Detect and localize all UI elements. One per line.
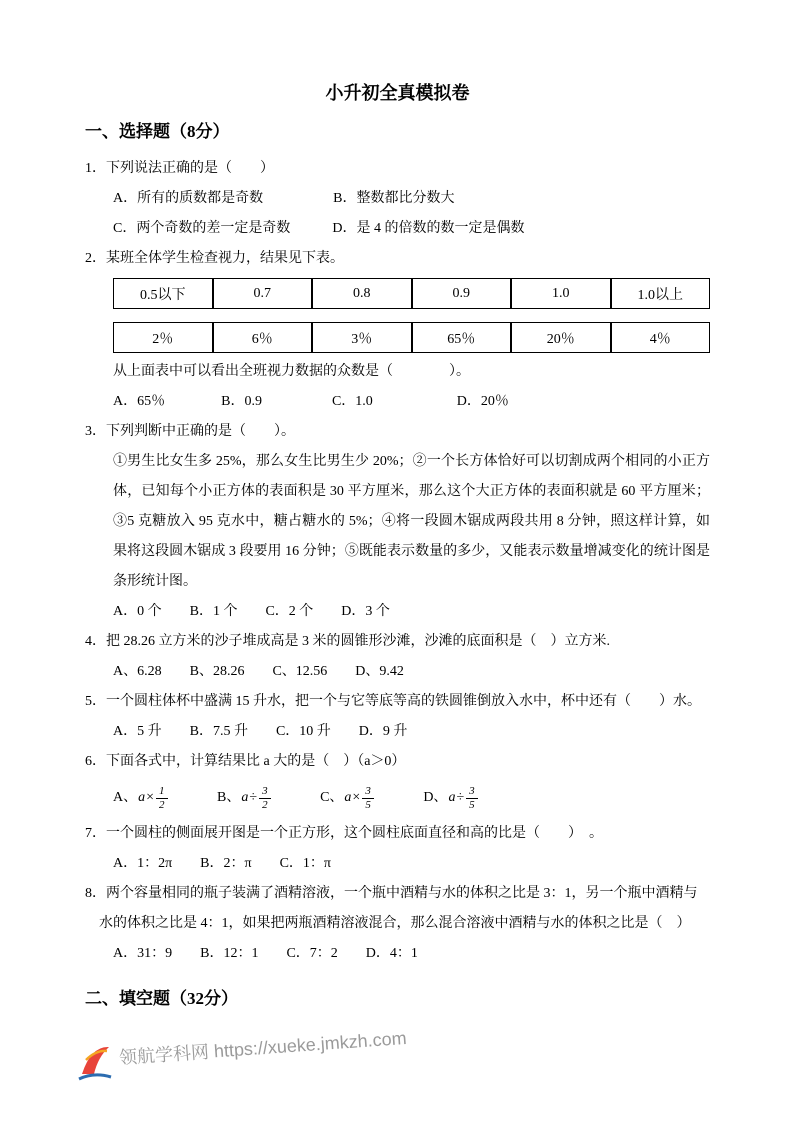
question-2-text: 2．某班全体学生检查视力，结果见下表。	[85, 251, 344, 266]
option-c	[320, 777, 374, 819]
fraction	[259, 785, 271, 811]
question-1-options-cd: C．两个奇数的差一定是奇数 D．是 4 的倍数的数一定是偶数	[113, 221, 525, 236]
page-title: 小升初全真模拟卷	[325, 83, 470, 103]
watermark-text: 领航学科网 https://xueke.jmkzh.com	[118, 1027, 408, 1069]
option-label: A、	[113, 790, 138, 805]
fraction-denominator: 2	[159, 798, 165, 811]
fraction-numerator: 3	[259, 785, 271, 799]
table-row	[113, 322, 710, 353]
question-8	[85, 879, 710, 969]
table-row	[113, 278, 710, 309]
question-1-text: 1．下列说法正确的是（ ）	[85, 161, 274, 176]
option-label: C、	[320, 790, 344, 805]
math-operator: ×	[352, 790, 361, 805]
question-6-text: 6．下面各式中，计算结果比 a 大的是（ ）（a＞0）	[85, 754, 406, 769]
option-b	[217, 777, 271, 819]
option-a	[113, 777, 168, 819]
math-variable: a	[448, 790, 456, 805]
table-cell: 1.0以上	[611, 278, 711, 309]
table-cell: 65％	[412, 322, 512, 353]
question-6	[85, 747, 710, 819]
question-7	[85, 819, 710, 879]
option-d	[423, 777, 477, 819]
question-3	[85, 417, 710, 627]
question-4-text: 4．把 28.26 立方米的沙子堆成高是 3 米的圆锥形沙滩，沙滩的底面积是（ ）立方米.	[85, 634, 610, 649]
table-cell: 20％	[511, 322, 611, 353]
question-8-options: A．31：9 B．12：1 C．7：2 D．4：1	[113, 946, 418, 961]
table-cell: 0.9	[412, 278, 512, 309]
question-4-options: A、6.28 B、28.26 C、12.56 D、9.42	[113, 664, 404, 679]
table-cell: 6％	[213, 322, 313, 353]
question-7-options: A．1：2π B．2：π C．1：π	[113, 856, 331, 871]
question-4	[85, 627, 710, 687]
fraction-numerator: 3	[466, 785, 478, 799]
option-label: D、	[423, 790, 448, 805]
table-cell: 3％	[312, 322, 412, 353]
table-cell: 0.7	[213, 278, 313, 309]
section-choice-heading: 一、选择题（8分）	[85, 122, 230, 141]
fraction	[362, 785, 374, 811]
question-3-options: A．0 个 B．1 个 C．2 个 D．3 个	[113, 604, 390, 619]
table-cell: 0.5以下	[113, 278, 213, 309]
section-fill-heading: 二、填空题（32分）	[85, 989, 238, 1008]
fraction	[466, 785, 478, 811]
table-cell: 0.8	[312, 278, 412, 309]
question-1-options-ab: A．所有的质数都是奇数 B．整数都比分数大	[113, 191, 455, 206]
math-variable: a	[241, 790, 249, 805]
math-operator: ×	[146, 790, 155, 805]
fraction-denominator: 5	[469, 798, 475, 811]
fraction-numerator: 1	[156, 785, 168, 799]
question-2	[85, 244, 710, 417]
question-5-options: A．5 升 B．7.5 升 C．10 升 D．9 升	[113, 724, 408, 739]
vision-results-table	[113, 265, 710, 366]
question-1	[85, 154, 710, 244]
question-2-options: A．65％ B．0.9 C．1.0 D．20％	[113, 394, 509, 409]
option-label: B、	[217, 790, 241, 805]
question-3-body: ①男生比女生多 25%，那么女生比男生少 20%；②一个长方体恰好可以切割成两个相同的小正方体，已知每个小正方体的表面积是 30 平方厘米，那么这个大正方体的表面积就是 60 平方厘米；③5 克糖放入 95 克水中，糖占糖水的 5%；④将一段圆木锯成两段共用 8 分钟，照这样计算，如果将这段圆木锯成 3 段要用 16 分钟；⑤既能表示数量的多少，又能表示数量增减变化的统计图是条形统计图。	[113, 454, 710, 589]
table-cell: 1.0	[511, 278, 611, 309]
table-cell: 4％	[611, 322, 711, 353]
question-3-text: 3．下列判断中正确的是（ ）。	[85, 424, 295, 439]
table-cell: 2％	[113, 322, 213, 353]
question-5	[85, 687, 710, 747]
fraction-denominator: 5	[365, 798, 371, 811]
fraction-numerator: 3	[362, 785, 374, 799]
question-5-text: 5．一个圆柱体杯中盛满 15 升水，把一个与它等底等高的铁圆锥倒放入水中，杯中还有（ ）水。	[85, 694, 701, 709]
fraction-denominator: 2	[262, 798, 268, 811]
site-logo-icon	[76, 1042, 114, 1084]
question-7-text: 7．一个圆柱的侧面展开图是一个正方形，这个圆柱底面直径和高的比是（ ） 。	[85, 826, 603, 841]
math-variable: a	[138, 790, 146, 805]
math-operator: ÷	[249, 790, 258, 805]
question-8-text: 8．两个容量相同的瓶子装满了酒精溶液，一个瓶中酒精与水的体积之比是 3：1，另一个瓶中酒精与水的体积之比是 4：1，如果把两瓶酒精溶液混合，那么混合溶液中酒精与水的体积之比是（ ）	[85, 886, 698, 931]
question-6-options	[85, 777, 710, 819]
footer-watermark	[76, 1027, 408, 1084]
math-variable: a	[344, 790, 352, 805]
question-2-note: 从上面表中可以看出全班视力数据的众数是（ ）。	[113, 364, 470, 379]
math-operator: ÷	[456, 790, 465, 805]
fraction	[156, 785, 168, 811]
